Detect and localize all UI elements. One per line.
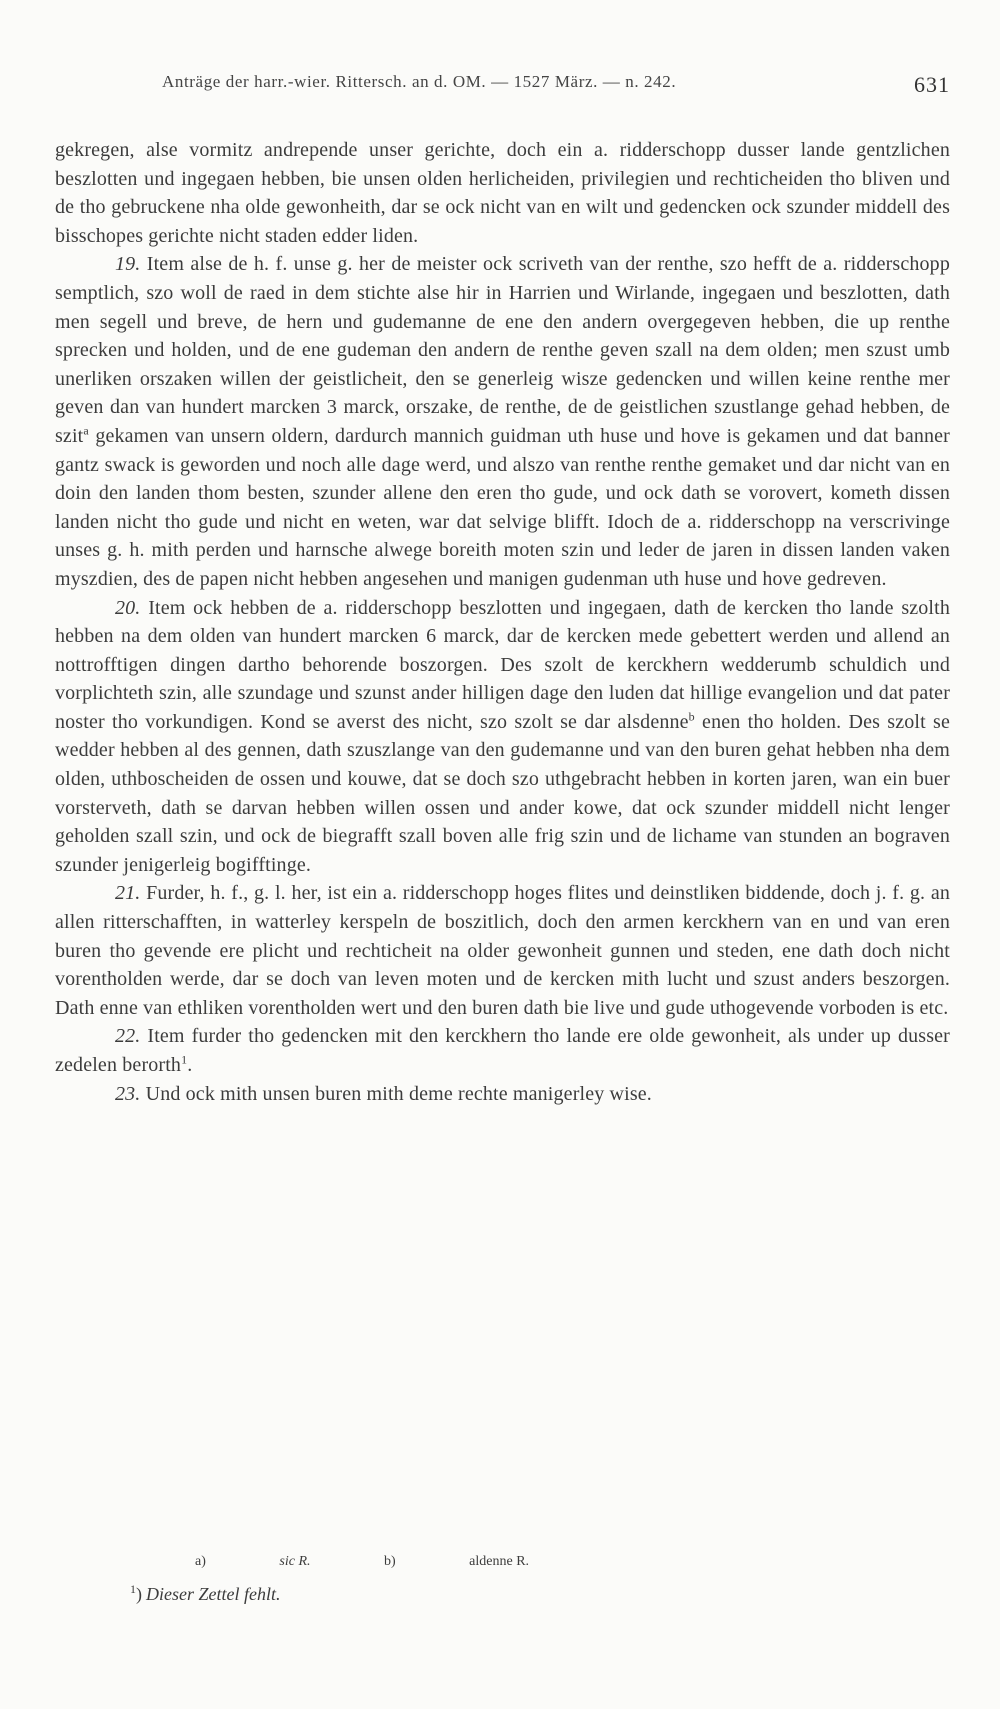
- variant-note-text: sic R.: [279, 1554, 311, 1569]
- section-text: Furder, h. f., g. l. her, ist ein a. ridderschopp hoges flites und deinstliken biddende, doch j. f. g. an allen ritterschafften, in watterley kerspeln de boszitlich, doch den armen kerckhern van en und van eren buren tho gevende ere plicht und rechticheit na older gewonheit gunnen und steden, ene dath doch nicht vorentholden werde, dar se doch van leven moten und de kercken mith lucht und szust anders beszorgen. Dath enne van ethliken vorentholden wert und den buren dath bie live und gude uthogevende vorboden is etc.: [55, 882, 950, 1019]
- section-number: 23.: [115, 1082, 141, 1105]
- section-text: Item alse de h. f. unse g. her de meister ock scriveth van der renthe, szo hefft de a. ridderschopp semptlich, szo woll de raed in dem stichte alse hir in Harrien und Wirlande, ingegaen und beszlotten, dath men segell und breve, de hern und gudemanne de ene den andern overgegeven hebben, die up renthe sprecken und holden, und de ene gudeman den andern de renthe geven szall na dem olden; men szust umb unerliken orszaken willen der geistlicheit, den se generleig wisze gedencken und willen keine renthe mer geven dan van hundert marcken 3 marck, orszake, de renthe, de de geistlichen szustlange gehad hebben, de szit: [55, 253, 950, 447]
- section-text: gekamen van unsern oldern, dardurch mannich guidman uth huse und hove is gekamen und dat banner gantz swack is geworden und noch alle dage werd, und alszo van renthe renthe gemaket und dar nicht van en doin den landen thom besten, szunder allene den eren tho gude, und ock dath se vorovert, kometh dissen landen nicht tho gude und nicht en weten, war dat selvige blifft. Idoch de a. ridderschopp na verscrivinge unses g. h. mith perden und harnsche alwege boreith moten szin und leder de jaren in dissen landen vaken myszdien, des de papen nicht hebben angesehen und manigen gudenman uth huse und hove gedreven.: [55, 424, 950, 590]
- variant-note-ref: a: [83, 423, 89, 438]
- variant-note-a: [195, 1554, 311, 1569]
- variant-note-mark: a): [195, 1554, 206, 1569]
- section-text: Item furder tho gedencken mit den kerckhern tho lande ere olde gewonheit, als under up dusser zedelen berorth: [55, 1025, 950, 1076]
- section-number: 21.: [115, 882, 141, 905]
- section-23: [55, 1080, 950, 1109]
- body-text: [55, 136, 950, 1108]
- section-21: [55, 879, 950, 1022]
- variant-note-mark: b): [384, 1554, 396, 1569]
- section-number: 19.: [115, 253, 141, 276]
- section-19: [55, 250, 950, 593]
- footnote-1: [130, 1584, 280, 1605]
- footnote-mark: 1: [130, 1582, 136, 1596]
- section-text: Und ock mith unsen buren mith deme rechte manigerley wise.: [145, 1082, 652, 1105]
- section-text: Item ock hebben de a. ridderschopp beszlotten und ingegaen, dath de kercken tho lande szolth hebben na dem olden van hundert marcken 6 marck, dar de kercken mede gebettert werden und allend an nottrofftigen dingen dartho behorende boszorgen. Des szolt de kerckhern wedderumb schuldich und vorplichteth szin, alle szundage und szunst ander hilligen dage den luden dat hillige evangelion und dat pater noster tho vorkundigen. Kond se averst des nicht, szo szolt se dar alsdenne: [55, 596, 950, 733]
- section-20: [55, 594, 950, 880]
- page-header: [55, 72, 950, 102]
- variant-note-b: [384, 1554, 599, 1569]
- variant-note-ref: b: [688, 709, 695, 724]
- paragraph-continuation: gekregen, alse vormitz andrepende unser gerichte, doch ein a. ridderschopp dusser lande gentzlichen beszlotten und ingegaen hebben, bie unsen olden herlicheiden, privilegien und rechticheiden tho bliven und de tho gebruckene nha olde gewonheith, dar se ock nicht van en wilt und gedencken ock szunder middell des bisschopes gerichte nicht staden edder liden.: [55, 139, 950, 247]
- sentence-end: .: [187, 1054, 193, 1076]
- footnote-text: Dieser Zettel fehlt.: [146, 1584, 281, 1604]
- section-text: enen tho holden. Des szolt se wedder hebben al des gennen, dath szuszlange van den gudemanne und van den buren gehat hebben nha dem olden, uthboscheiden de ossen und kouwe, dat se doch szo uthgebracht hebben in korten jaren, wan ein buer vorsterveth, dath se darvan hebben willen ossen und ander kowe, dat ock szunder middell nicht lenger geholden szall szin, und ock de biegrafft szall boven alle frig szin und de lichame van stunden an bograven szunder jenigerleig bogifftinge.: [55, 710, 950, 876]
- section-number: 22.: [115, 1025, 141, 1048]
- section-number: 20.: [115, 596, 141, 619]
- footnote-mark-paren: ): [136, 1584, 142, 1604]
- footnote-ref: 1: [181, 1052, 188, 1067]
- page-number: 631: [914, 72, 950, 97]
- running-title: Anträge der harr.-wier. Rittersch. an d. OM. — 1527 März. — n. 242.: [162, 72, 677, 91]
- variant-notes: [195, 1554, 669, 1570]
- section-22: [55, 1022, 950, 1079]
- variant-note-text: aldenne R.: [469, 1554, 530, 1569]
